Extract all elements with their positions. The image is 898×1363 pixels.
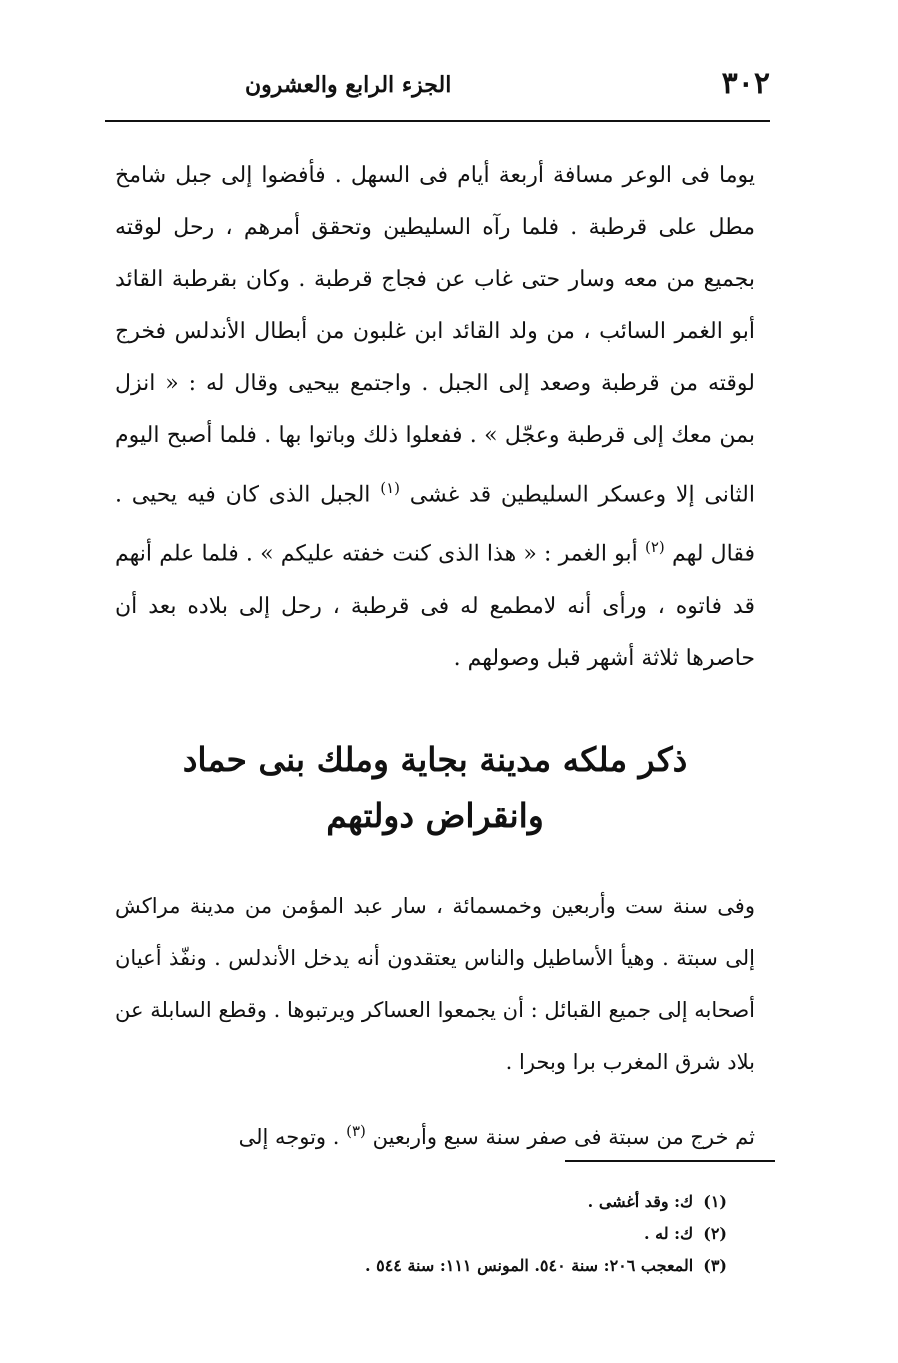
paragraph-3-text-b: . وتوجه إلى [238,1125,340,1149]
paragraph-1-text-c: أبو الغمر : « هذا الذى كنت خفته عليكم » . فلما علم أنهم قد فاتوه ، ورأى أنه لامطمع له فى قرطبة ، رحل إلى بلاده بعد أن حاصرها ثلاثة أشهر قبل وصولهم . [115,541,755,671]
footnote-ref-2: (٢) [644,538,665,557]
footnote-2-text: ك: له . [643,1224,694,1243]
footnote-ref-1: (١) [380,479,400,497]
paragraph-1-text-a: يوما فى الوعر مسافة أربعة أيام فى السهل . فأفضوا إلى جبل شامخ مطل على قرطبة . فلما رآه السليطين وتحقق أمرهم ، رحل لوقته بجميع من معه وسار حتى غاب عن فجاج قرطبة . وكان بقرطبة القائد أبو الغمر السائب ، من ولد القائد ابن غلبون من أبطال الأندلس فخرج لوقته من قرطبة وصعد إلى الجبل . واجتمع بيحيى وقال له : « انزل بمن معك إلى قرطبة وعجّل » . ففعلوا ذلك وباتوا بها . فلما أصبح اليوم الثانى إلا وعسكر السليطين قد غشى [115,163,755,508]
section-heading [115,732,755,844]
footnote-1-mark: (١) [703,1192,727,1211]
section-heading-line-2: وانقراض دولتهم [326,796,544,835]
page-number: ٣٠٢ [721,66,770,101]
running-title: الجزء الرابع والعشرون [245,72,452,98]
body-paragraph-3 [115,1105,755,1163]
footnote-2-mark: (٢) [703,1224,727,1243]
section-heading-line-1: ذكر ملكه مدينة بجاية وملك بنى حماد [182,740,688,779]
footnote-2 [115,1218,727,1250]
footnote-1-text: ك: وقد أغشى . [587,1192,694,1211]
body-paragraph-2 [115,880,755,1088]
footnote-3-mark: (٣) [703,1256,727,1275]
footnote-ref-3: (٣) [346,1122,366,1140]
footnote-3 [115,1250,727,1282]
paragraph-3-text-a: ثم خرج من سبتة فى صفر سنة سبع وأربعين [372,1125,755,1149]
footnote-3-text: المعجب ٢٠٦: سنة ٥٤٠. المونس ١١١: سنة ٥٤٤ . [364,1256,694,1275]
footnote-separator [565,1160,775,1162]
footnote-1 [115,1186,727,1218]
running-header [105,64,770,104]
header-rule [105,120,770,122]
body-paragraph-1 [115,150,755,685]
paragraph-1-text-b: الجبل الذى كان فيه يحيى . فقال لهم [115,482,756,567]
paragraph-2-text: وفى سنة ست وأربعين وخمسمائة ، سار عبد المؤمن من مدينة مراكش إلى سبتة . وهيأ الأساطيل والناس يعتقدون أنه يدخل الأندلس . ونفّذ أعيان أصحابه إلى جميع القبائل : أن يجمعوا العساكر ويرتبوها . وقطع السابلة عن بلاد شرق المغرب برا وبحرا . [115,894,755,1074]
footnotes [115,1186,727,1282]
